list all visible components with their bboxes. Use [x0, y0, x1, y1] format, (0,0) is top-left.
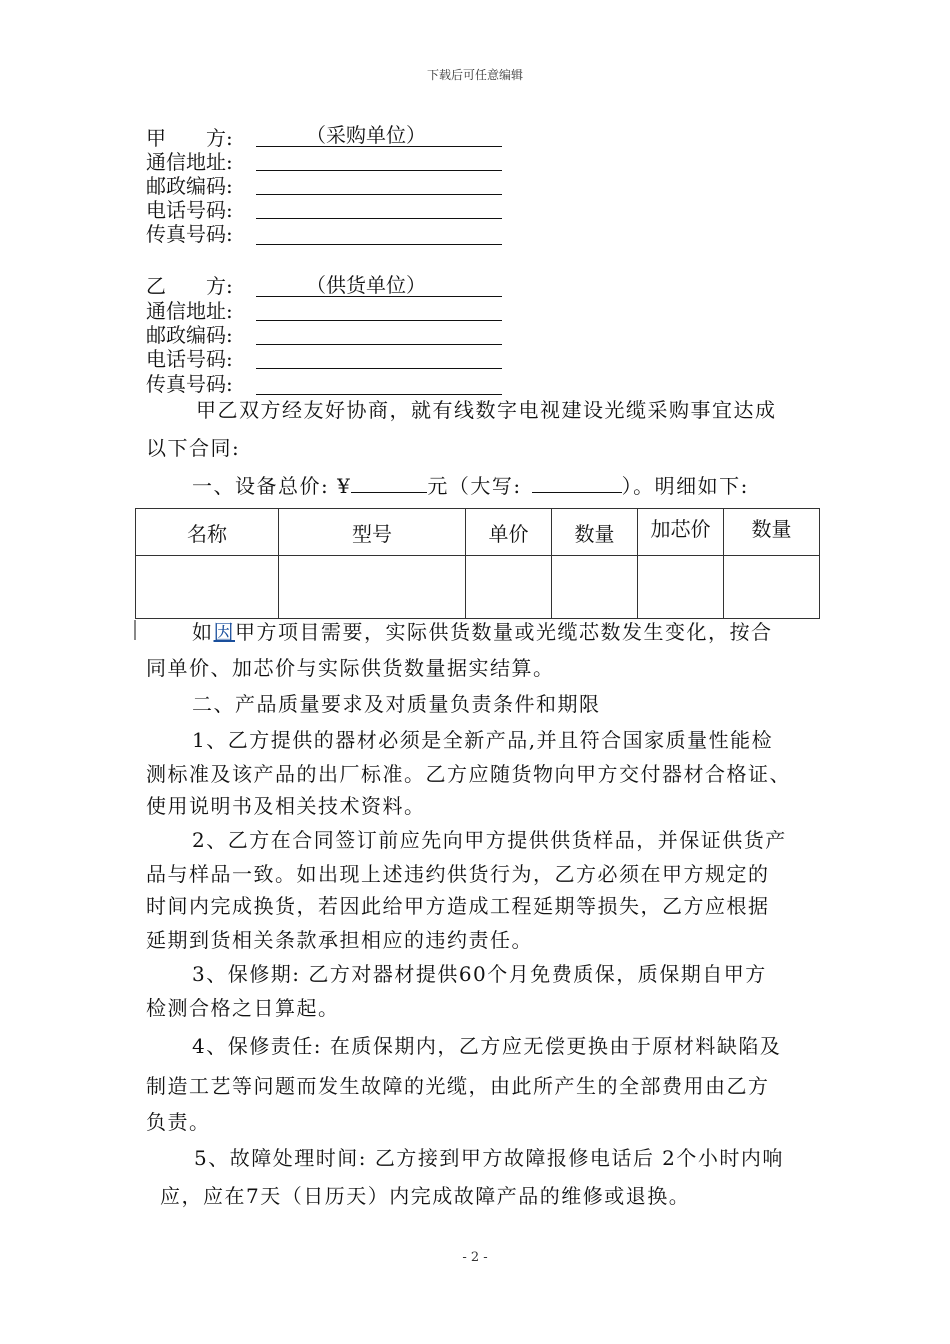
party-a-name-line — [256, 124, 502, 147]
party-b-postcode-line — [256, 322, 502, 345]
col-header-unit-price: 单价 — [466, 509, 552, 556]
party-b-phone-line — [256, 346, 502, 369]
party-a-name-label: 甲 方: — [146, 126, 233, 150]
section-1-prefix: 一、设备总价: ¥ — [192, 474, 352, 498]
item-3-line-2: 检测合格之日算起。 — [146, 996, 340, 1020]
col-header-core-price: 加芯价 — [638, 509, 724, 556]
item-4-line-3: 负责。 — [146, 1110, 211, 1134]
item-4-line-2: 制造工艺等问题而发生故障的光缆，由此所产生的全部费用由乙方 — [146, 1074, 770, 1098]
table-cell — [279, 556, 466, 619]
party-a-postcode-line — [256, 172, 502, 195]
item-2-line-2: 品与样品一致。如出现上述违约供货行为，乙方必须在甲方规定的 — [146, 862, 770, 886]
party-b-name-value: （供货单位） — [306, 273, 426, 297]
item-3-line-1: 3、保修期: 乙方对器材提供60个月免费质保，质保期自甲方 — [192, 962, 767, 986]
party-a-phone-line — [256, 196, 502, 219]
party-b-name-label: 乙 方: — [146, 274, 233, 298]
item-2-line-1: 2、乙方在合同签订前应先向甲方提供供货样品，并保证供货产 — [192, 828, 787, 852]
party-b-address-line — [256, 298, 502, 321]
item-1-line-1: 1、乙方提供的器材必须是全新产品,并且符合国家质量性能检 — [192, 728, 774, 752]
party-a-postcode-label: 邮政编码: — [146, 174, 233, 198]
table-row — [136, 556, 820, 619]
party-b-name-line — [256, 274, 502, 297]
note-line-1 — [192, 620, 773, 644]
party-a-fax-line — [256, 222, 502, 245]
page-header: 下载后可任意编辑 — [426, 68, 523, 82]
table-cell — [724, 556, 820, 619]
col-header-model: 型号 — [279, 509, 466, 556]
party-b-postcode-label: 邮政编码: — [146, 323, 233, 347]
item-2-line-4: 延期到货相关条款承担相应的违约责任。 — [146, 928, 533, 952]
item-1-line-2: 测标准及该产品的出厂标准。乙方应随货物向甲方交付器材合格证、 — [146, 762, 791, 786]
section-1-total-price — [192, 472, 749, 498]
intro-line-2: 以下合同: — [146, 436, 241, 460]
section-1-suffix: ）。明细如下: — [621, 474, 749, 498]
party-a-phone-label: 电话号码: — [146, 198, 233, 222]
item-1-line-3: 使用说明书及相关技术资料。 — [146, 794, 426, 818]
price-words-blank — [532, 472, 622, 493]
party-b-fax-label: 传真号码: — [146, 372, 233, 396]
party-a-address-label: 通信地址: — [146, 150, 233, 174]
table-cell — [466, 556, 552, 619]
note-text-b: 甲方项目需要，实际供货数量或光缆芯数发生变化，按合 — [235, 620, 773, 644]
party-b-phone-label: 电话号码: — [146, 347, 233, 371]
equipment-table — [135, 508, 820, 619]
page-number: - 2 - — [462, 1250, 488, 1265]
item-2-line-3: 时间内完成换货，若因此给甲方造成工程延期等损失，乙方应根据 — [146, 894, 770, 918]
col-header-quantity: 数量 — [552, 509, 638, 556]
note-line-2: 同单价、加芯价与实际供货数量据实结算。 — [146, 656, 555, 680]
col-header-name: 名称 — [136, 509, 279, 556]
table-cell — [638, 556, 724, 619]
note-link[interactable]: 因 — [213, 620, 235, 644]
party-a-name-value: （采购单位） — [306, 123, 426, 147]
party-b-fax-line — [256, 372, 502, 395]
price-blank — [351, 472, 427, 493]
table-cell — [136, 556, 279, 619]
note-text-a: 如 — [192, 620, 214, 644]
table-cell — [552, 556, 638, 619]
item-5-line-2: 应，应在7天（日历天）内完成故障产品的维修或退换。 — [160, 1184, 691, 1208]
text-cursor-bar — [134, 620, 136, 640]
table-header-row — [136, 509, 820, 556]
item-5-line-1: 5、故障处理时间: 乙方接到甲方故障报修电话后 2个小时内响 — [194, 1146, 784, 1170]
section-1-mid: 元（大写: — [427, 474, 522, 498]
party-a-address-line — [256, 148, 502, 171]
party-b-address-label: 通信地址: — [146, 299, 233, 323]
party-a-fax-label: 传真号码: — [146, 222, 233, 246]
col-header-quantity-2: 数量 — [724, 509, 820, 556]
item-4-line-1: 4、保修责任: 在质保期内，乙方应无偿更换由于原材料缺陷及 — [192, 1034, 782, 1058]
section-2-title: 二、产品质量要求及对质量负责条件和期限 — [192, 692, 601, 716]
intro-line-1: 甲乙双方经友好协商，就有线数字电视建设光缆采购事宜达成 — [196, 398, 777, 422]
